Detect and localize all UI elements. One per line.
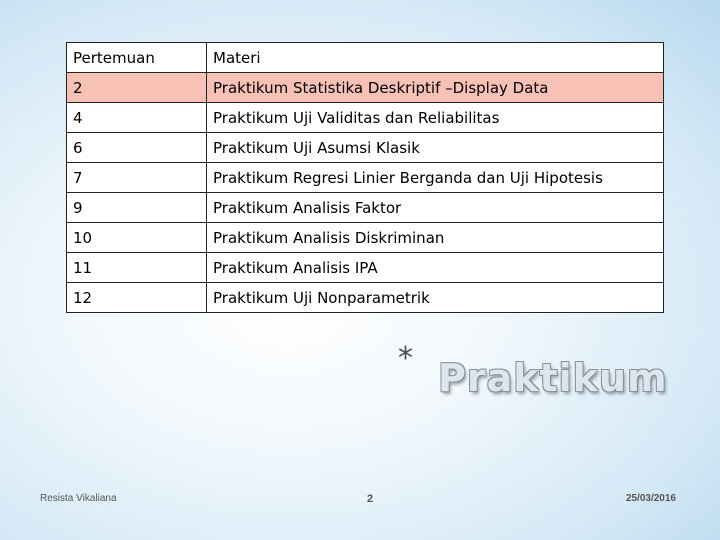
table-row	[67, 253, 664, 283]
header-materi: Materi	[207, 43, 664, 73]
header-pertemuan: Pertemuan	[67, 43, 207, 73]
cell-pertemuan: 6	[67, 133, 207, 163]
cell-pertemuan: 11	[67, 253, 207, 283]
cell-pertemuan: 7	[67, 163, 207, 193]
cell-pertemuan: 10	[67, 223, 207, 253]
footer-date: 25/03/2016	[625, 493, 676, 504]
table-row	[67, 103, 664, 133]
table-row	[67, 163, 664, 193]
cell-materi: Praktikum Uji Asumsi Klasik	[207, 133, 664, 163]
cell-pertemuan: 4	[67, 103, 207, 133]
cell-pertemuan: 2	[67, 73, 207, 103]
table-row	[67, 133, 664, 163]
cell-pertemuan: 12	[67, 283, 207, 313]
cell-pertemuan: 9	[67, 193, 207, 223]
table-row	[67, 73, 664, 103]
footer-author: Resista Vikaliana	[40, 493, 117, 504]
cell-materi: Praktikum Analisis IPA	[207, 253, 664, 283]
table-row	[67, 193, 664, 223]
table-header-row	[67, 43, 664, 73]
schedule-table	[66, 42, 664, 313]
cell-materi: Praktikum Analisis Diskriminan	[207, 223, 664, 253]
cell-materi: Praktikum Uji Validitas dan Reliabilitas	[207, 103, 664, 133]
cell-materi: Praktikum Analisis Faktor	[207, 193, 664, 223]
cell-materi: Praktikum Regresi Linier Berganda dan Uji Hipotesis	[207, 163, 664, 193]
table-row	[67, 223, 664, 253]
slide-title-text: Praktikum	[438, 356, 668, 400]
slide-title	[398, 341, 708, 404]
footer-page-number: 2	[367, 493, 374, 505]
table-row	[67, 283, 664, 313]
asterisk-bullet-icon: *	[398, 341, 413, 376]
cell-materi: Praktikum Statistika Deskriptif –Display Data	[207, 73, 664, 103]
cell-materi: Praktikum Uji Nonparametrik	[207, 283, 664, 313]
